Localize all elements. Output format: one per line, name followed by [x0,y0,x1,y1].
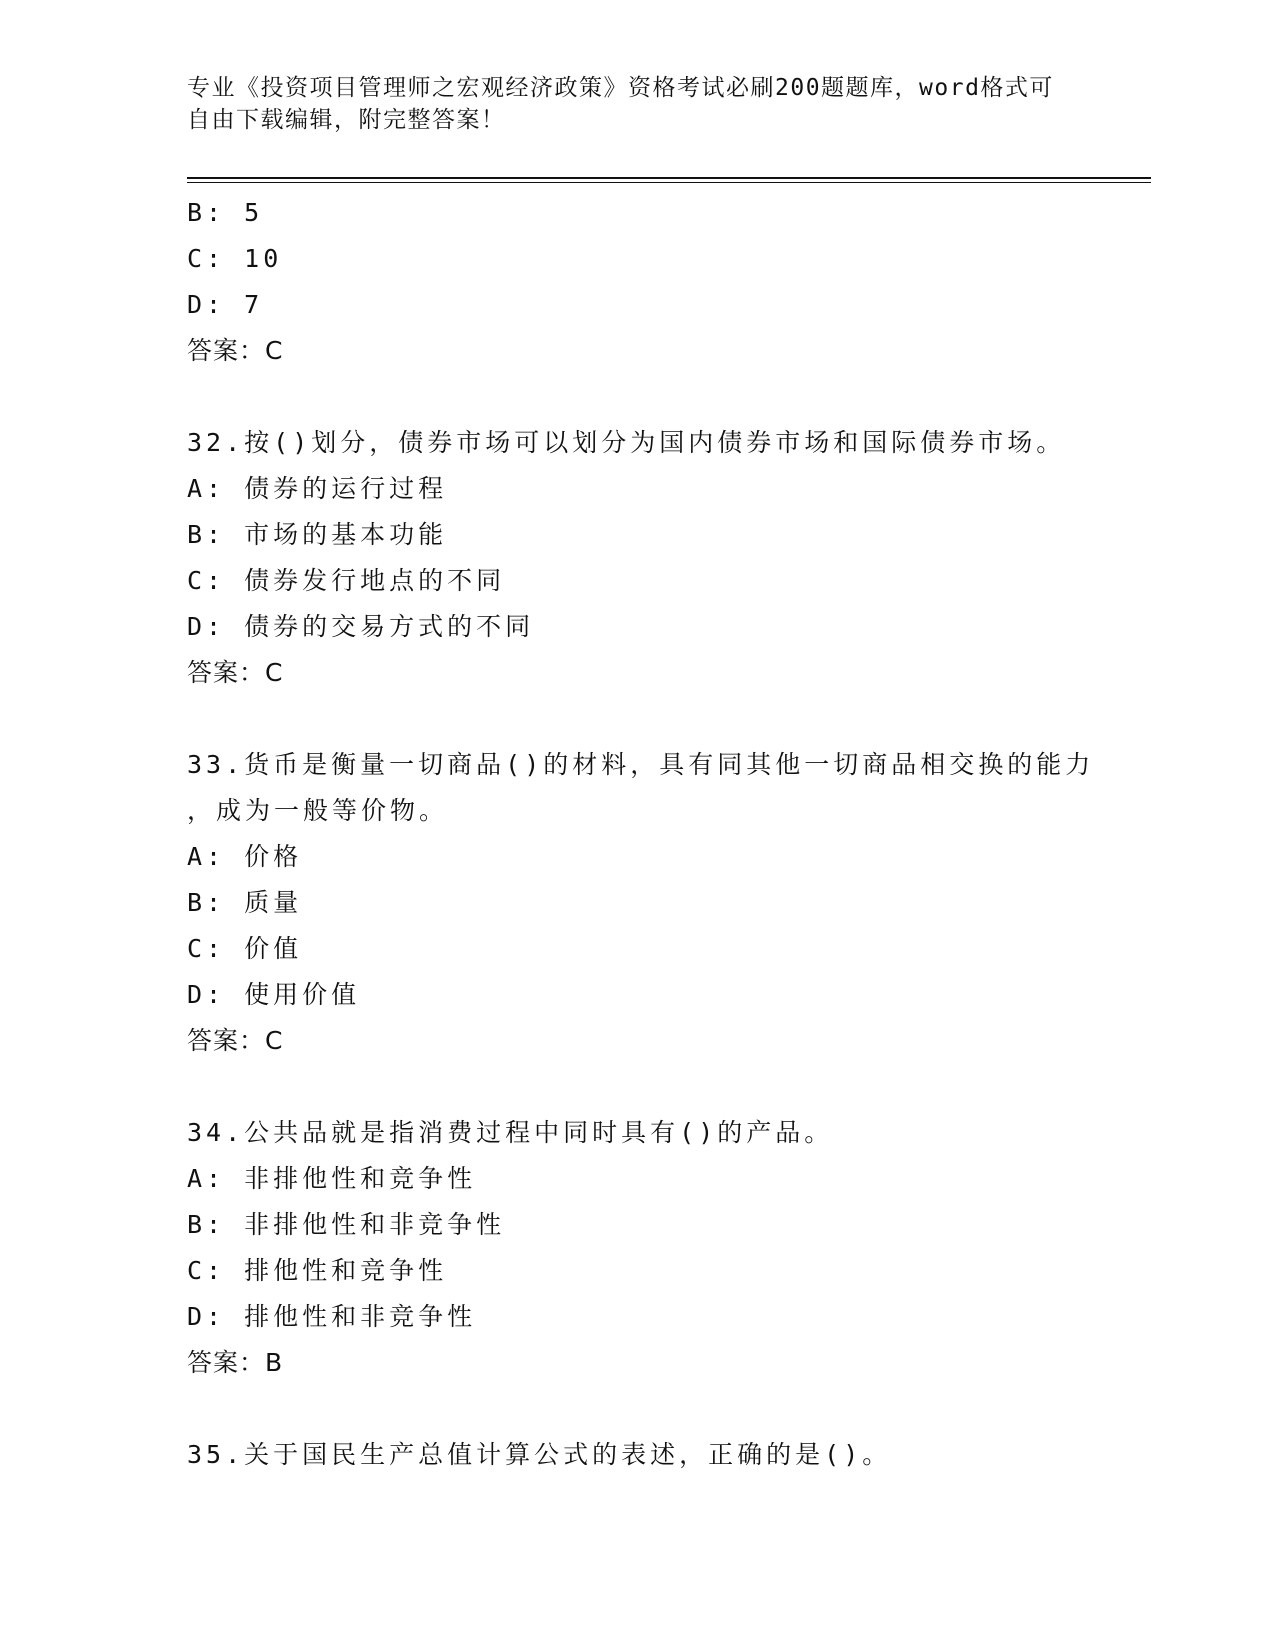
option-c: C: 价值 [187,934,303,963]
option-b: B: 非排他性和非竞争性 [187,1210,506,1239]
question-stem: 34.公共品就是指消费过程中同时具有()的产品。 [187,1118,834,1147]
spacer [187,374,1137,420]
header-divider-thin [187,182,1151,183]
answer: 答案：C [187,1026,284,1055]
question-stem-continued: ，成为一般等价物。 [187,796,449,825]
spacer [187,1386,1137,1432]
option-d: D: 7 [187,290,264,319]
spacer [187,696,1137,742]
question-31-tail [187,190,1137,374]
option-a: A: 非排他性和竞争性 [187,1164,477,1193]
header-line-1: 专业《投资项目管理师之宏观经济政策》资格考试必刷200题题库，word格式可 [187,75,1054,101]
option-c: C: 10 [187,244,283,273]
question-stem: 35.关于国民生产总值计算公式的表述，正确的是()。 [187,1440,892,1469]
option-d: D: 债券的交易方式的不同 [187,612,535,641]
option-c: C: 债券发行地点的不同 [187,566,506,595]
answer: 答案：C [187,336,284,365]
question-32 [187,420,1137,696]
question-34 [187,1110,1137,1386]
document-header [187,72,1087,136]
header-line-2: 自由下载编辑，附完整答案！ [187,107,506,133]
question-list [187,190,1137,1478]
question-35 [187,1432,1137,1478]
question-stem: 32.按()划分，债券市场可以划分为国内债券市场和国际债券市场。 [187,428,1066,457]
question-stem: 33.货币是衡量一切商品()的材料，具有同其他一切商品相交换的能力 [187,750,1095,779]
answer: 答案：B [187,1348,284,1377]
answer: 答案：C [187,658,284,687]
option-a: A: 价格 [187,842,303,871]
option-d: D: 使用价值 [187,980,361,1009]
option-b: B: 5 [187,198,264,227]
option-a: A: 债券的运行过程 [187,474,448,503]
header-divider-thick [187,177,1151,179]
option-d: D: 排他性和非竞争性 [187,1302,477,1331]
option-b: B: 质量 [187,888,303,917]
option-b: B: 市场的基本功能 [187,520,448,549]
option-c: C: 排他性和竞争性 [187,1256,448,1285]
spacer [187,1064,1137,1110]
question-33 [187,742,1137,1064]
